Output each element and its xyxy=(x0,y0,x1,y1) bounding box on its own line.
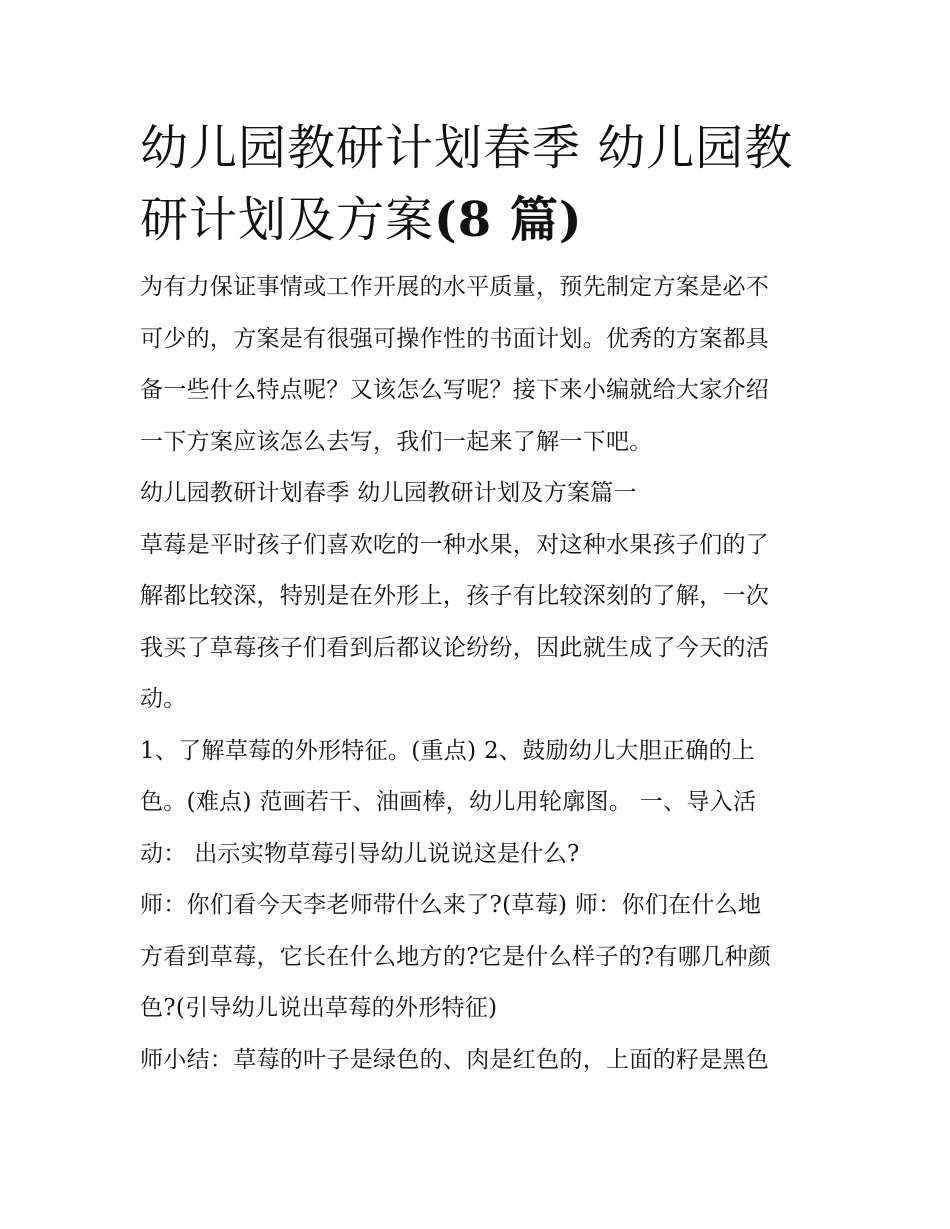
text-line: 1、了解草莓的外形特征。(重点) 2、鼓励幼儿大胆正确的上 xyxy=(140,737,756,764)
text-line: 为有力保证事情或工作开展的水平质量，预先制定方案是必不 xyxy=(140,274,770,300)
title-line-2: 研计划及方案(8 篇) xyxy=(140,192,583,248)
text-line: 幼儿园教研计划春季 幼儿园教研计划及方案篇一 xyxy=(140,480,637,506)
text-line: 一下方案应该怎么去写，我们一起来了解一下吧。 xyxy=(140,428,653,455)
dialogue-paragraph xyxy=(140,880,820,1035)
text-line: 草莓是平时孩子们喜欢吃的一种水果，对这种水果孩子们的了 xyxy=(140,531,770,558)
text-line: 色?(引导幼儿说出草莓的外形特征) xyxy=(140,995,498,1021)
text-line: 师：你们看今天李老师带什么来了?(草莓) 师：你们在什么地 xyxy=(140,892,762,918)
text-line: 可少的，方案是有很强可操作性的书面计划。优秀的方案都具 xyxy=(140,325,770,352)
summary-paragraph xyxy=(140,1035,820,1087)
text-line: 师小结：草莓的叶子是绿色的、肉是红色的，上面的籽是黑色 xyxy=(140,1046,770,1073)
text-line: 我买了草莓孩子们看到后都议论纷纷，因此就生成了今天的活 xyxy=(140,634,770,661)
section-heading xyxy=(140,468,820,520)
document-title xyxy=(140,112,820,256)
intro-paragraph xyxy=(140,262,820,468)
background-paragraph xyxy=(140,520,820,726)
text-line: 解都比较深，特别是在外形上，孩子有比较深刻的了解，一次 xyxy=(140,583,770,609)
text-line: 方看到草莓，它长在什么地方的?它是什么样子的?有哪几种颜 xyxy=(140,943,772,970)
text-line: 色。(难点) 范画若干、油画棒，幼儿用轮廓图。 一、导入活 xyxy=(140,789,757,815)
goals-paragraph xyxy=(140,726,820,881)
title-line-1: 幼儿园教研计划春季 幼儿园教 xyxy=(140,120,794,176)
text-line: 动。 xyxy=(140,686,187,712)
document-page xyxy=(140,112,820,1086)
text-line: 动： 出示实物草莓引导幼儿说说这是什么? xyxy=(140,840,580,867)
text-line: 备一些什么特点呢？又该怎么写呢？接下来小编就给大家介绍 xyxy=(140,377,770,403)
title-count: (8 篇) xyxy=(434,192,583,248)
